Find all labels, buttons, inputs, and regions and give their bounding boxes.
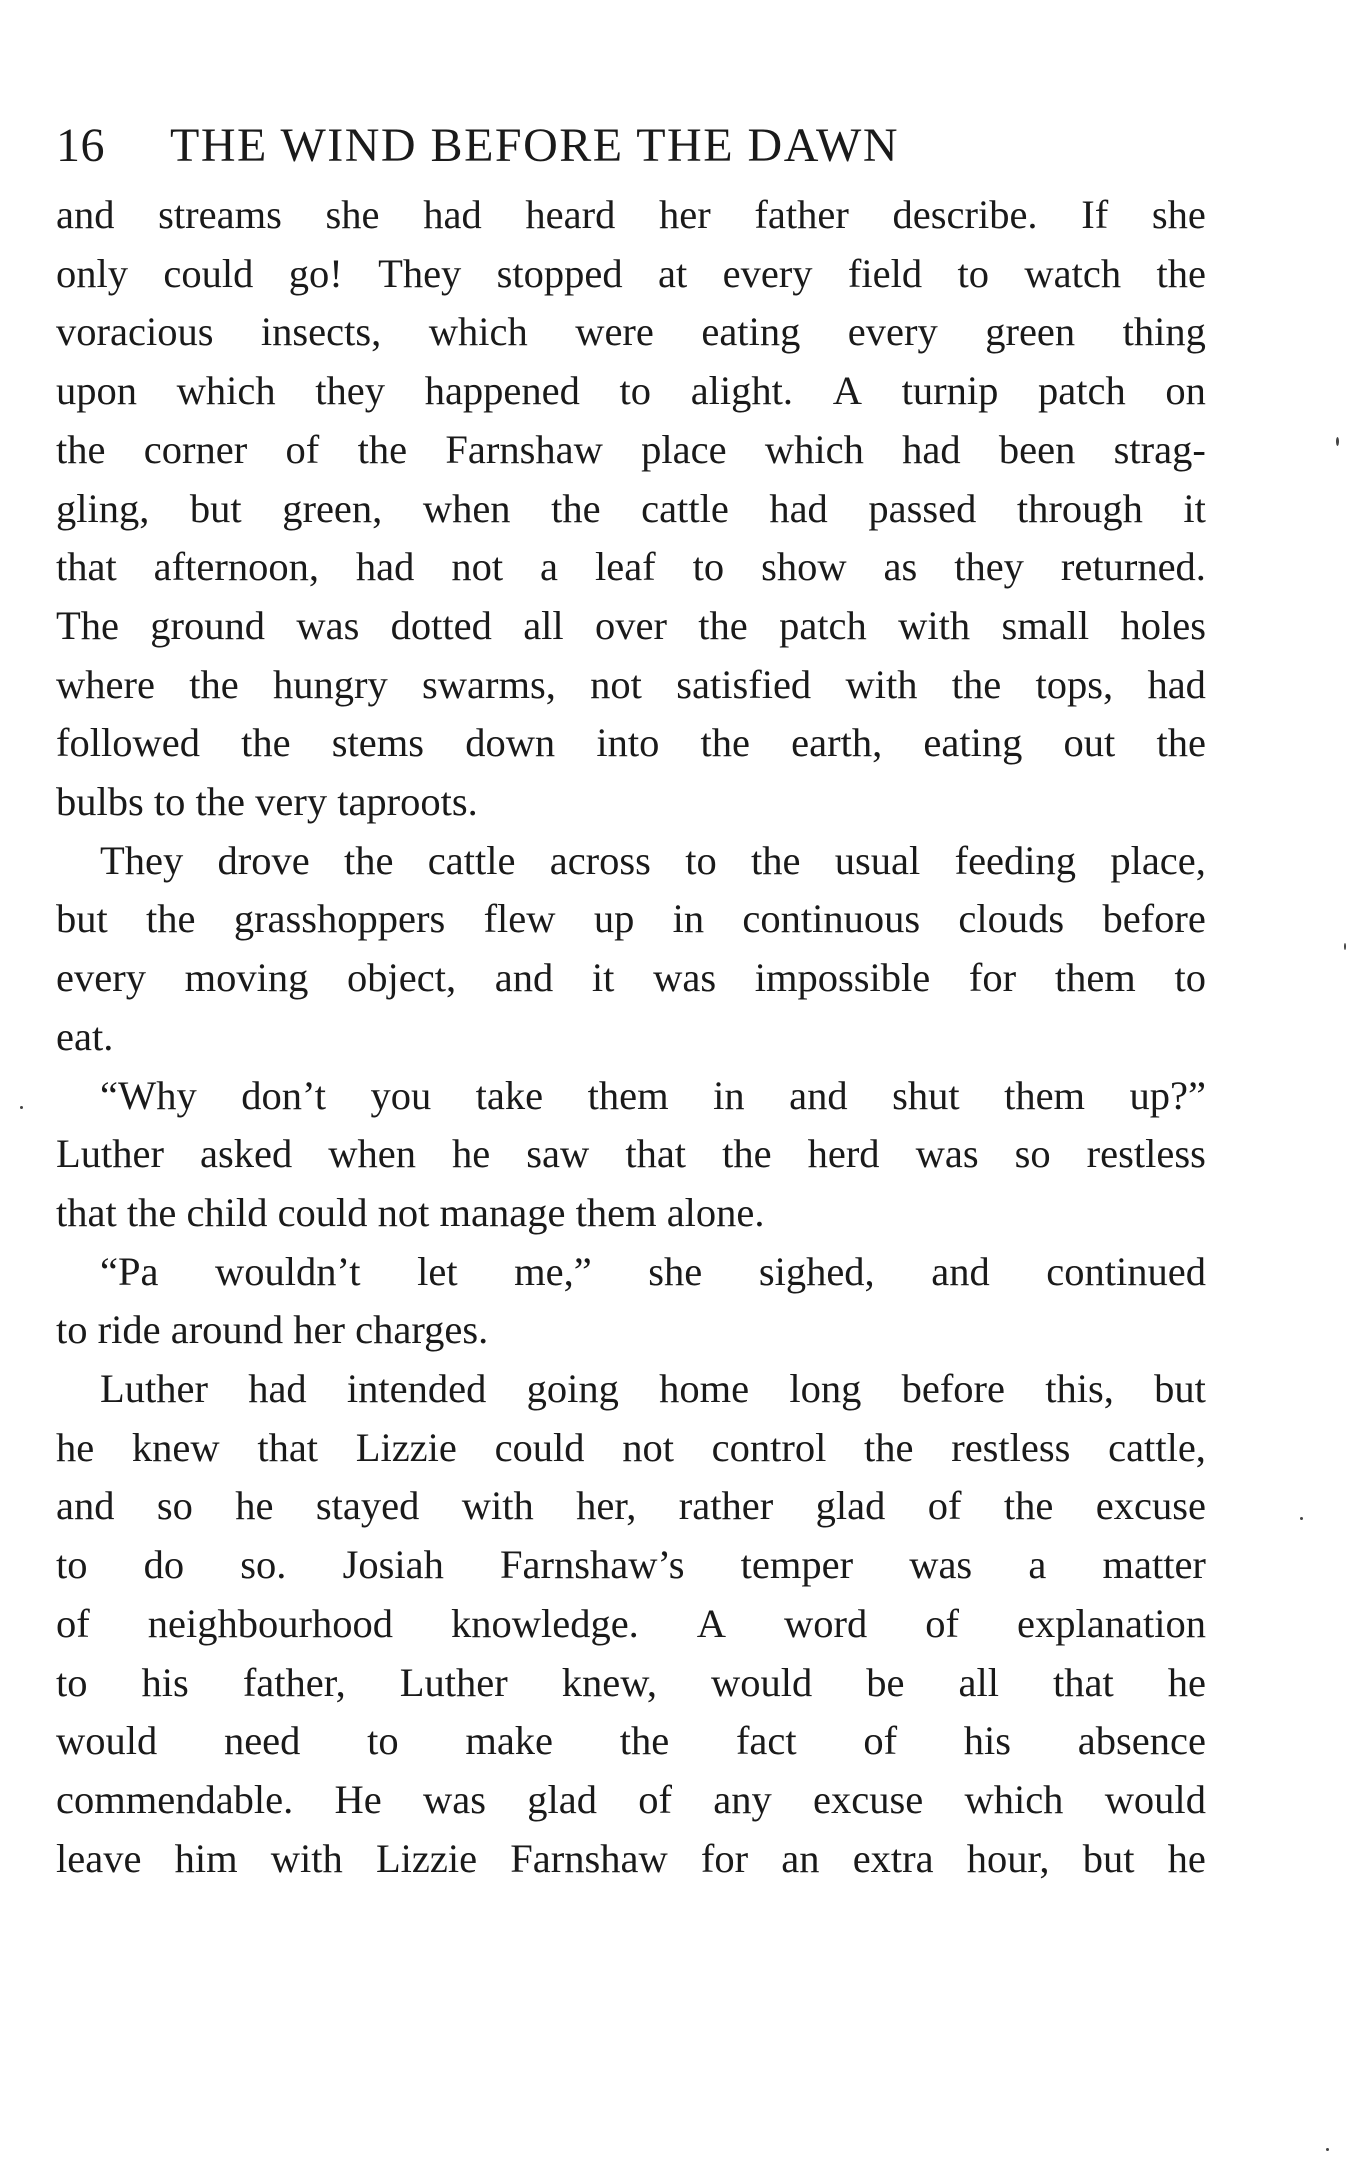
text-line: he knew that Lizzie could not control the restless cattle, bbox=[56, 1424, 1206, 1470]
text-line: to his father, Luther knew, would be all that he bbox=[56, 1659, 1206, 1705]
text-line: every moving object, and it was impossible for them to bbox=[56, 955, 1206, 1001]
text-line: only could go! They stopped at every field to watch the bbox=[56, 250, 1206, 296]
text-line: “Why don’t you take them in and shut them up?” bbox=[100, 1072, 1206, 1118]
text-line: The ground was dotted all over the patch with small holes bbox=[56, 602, 1206, 648]
paragraph bbox=[56, 186, 1206, 832]
page-number: 16 bbox=[56, 119, 105, 172]
book-page bbox=[56, 118, 1206, 1888]
text-line: to do so. Josiah Farnshaw’s temper was a matter bbox=[56, 1542, 1206, 1588]
text-line: commendable. He was glad of any excuse which would bbox=[56, 1776, 1206, 1822]
paragraph bbox=[56, 1243, 1206, 1360]
text-line: Luther had intended going home long before this, but bbox=[100, 1366, 1206, 1412]
body-text bbox=[56, 186, 1206, 1888]
text-line: leave him with Lizzie Farnshaw for an extra hour, but he bbox=[56, 1835, 1206, 1881]
text-line: that afternoon, had not a leaf to show as they returned. bbox=[56, 544, 1206, 590]
text-line: of neighbourhood knowledge. A word of explanation bbox=[56, 1600, 1206, 1646]
text-line: bulbs to the very taproots. bbox=[56, 779, 478, 825]
text-line: that the child could not manage them alone. bbox=[56, 1189, 765, 1235]
text-line: upon which they happened to alight. A turnip patch on bbox=[56, 368, 1206, 414]
text-line: where the hungry swarms, not satisfied with the tops, had bbox=[56, 661, 1206, 707]
text-line: and streams she had heard her father describe. If she bbox=[56, 192, 1206, 237]
text-line: and so he stayed with her, rather glad of the excuse bbox=[56, 1483, 1206, 1529]
running-title: THE WIND BEFORE THE DAWN bbox=[170, 119, 899, 172]
text-line: gling, but green, when the cattle had passed through it bbox=[56, 485, 1206, 531]
scan-speck bbox=[20, 1106, 23, 1109]
paragraph bbox=[56, 832, 1206, 1067]
scan-speck bbox=[1336, 437, 1339, 446]
scan-speck bbox=[1344, 943, 1346, 950]
paragraph bbox=[56, 1067, 1206, 1243]
text-line: Luther asked when he saw that the herd was so restless bbox=[56, 1131, 1206, 1177]
text-line: would need to make the fact of his absence bbox=[56, 1718, 1206, 1764]
text-line: to ride around her charges. bbox=[56, 1307, 489, 1353]
text-line: followed the stems down into the earth, eating out the bbox=[56, 720, 1206, 766]
scan-speck bbox=[1326, 2148, 1329, 2151]
text-line: but the grasshoppers flew up in continuous clouds before bbox=[56, 896, 1206, 942]
text-line: the corner of the Farnshaw place which had been strag- bbox=[56, 426, 1206, 472]
text-line: “Pa wouldn’t let me,” she sighed, and continued bbox=[100, 1248, 1206, 1294]
paragraph bbox=[56, 1360, 1206, 1888]
text-line: eat. bbox=[56, 1013, 114, 1059]
running-head bbox=[56, 118, 1206, 186]
text-line: They drove the cattle across to the usual feeding place, bbox=[100, 837, 1206, 883]
scan-speck bbox=[1300, 1517, 1303, 1520]
text-line: voracious insects, which were eating every green thing bbox=[56, 309, 1206, 355]
